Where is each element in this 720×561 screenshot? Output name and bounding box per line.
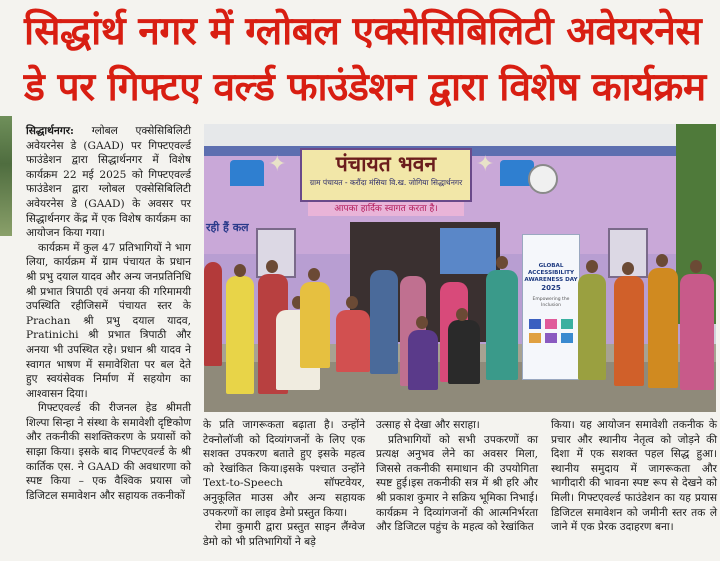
article-column-2 (203, 418, 365, 549)
house-logo-icon (230, 160, 264, 186)
article-column-1 (26, 124, 191, 503)
paragraph: कार्यक्रम में कुल 47 प्रतिभागियों ने भाग लिया, कार्यक्रम में ग्राम पंचायत के प्रधान श्री प्रभु दयाल यादव और अन्य जनप्रतिनिधि श्री प्रभात त्रिपाठी एवं अनया की गरिमामयी उपस्थिति रहीजिसमें पंचायत स्तर के Prachan श्री प्रभु दयाल यादव, Pratinichi श्री प्रभात त्रिपाठी और अनया भी उपस्थित रहे। प्रधान श्री यादव ने स्वागत भाषण में समावेशिता पर बल देते हुए स्वयंसेवक निर्माण में सहयोग का आश्वासन दिया। (26, 241, 191, 400)
sign-title: पंचायत भवन (335, 152, 437, 176)
paragraph: प्रतिभागियों को सभी उपकरणों का प्रत्यक्ष अनुभव लेने का अवसर मिला, जिससे तकनीकी समाधान की उपयोगिता स्पष्ट हुई।इस तकनीकी सत्र में श्री हरि और श्री प्रकाश कुमार ने सक्रिय भूमिका निभाई। कार्यक्रम ने दिव्यांगजनों की आत्मनिर्भरता और डिजिटल पहुंच के महत्व को रेखांकित (376, 433, 538, 534)
article-column-4 (551, 418, 717, 535)
paragraph: गिफ्टएवर्ल्ड की रीजनल हेड श्रीमती शिल्पा सिन्हा ने संस्था के समावेशी दृष्टिकोण और तकनीकी सशक्तिकरण के प्रयासों को साझा किया। इसके बाद गिफ्टएवर्ल्ड के श्री कार्तिक एस. ने GAAD की अवधारणा को स्पष्ट किया – एक वैश्विक प्रयास जो डिजिटल समावेशन और सहायक तकनीकों (26, 402, 191, 502)
wall-text: रही हैं कल (206, 221, 249, 234)
bird-icon: ✦ (268, 152, 287, 177)
gaad-banner (522, 234, 580, 380)
paragraph: के प्रति जागरूकता बढ़ाता है। उन्होंने टेक्नोलॉजी को दिव्यांगजनों के लिए एक सशक्त उपकरण बताते हुए इसके महत्व को रेखांकित किया।इसके पश्चात उन्होंने Text-to-Speech सॉफ्टवेयर, अनुकूलित माउस और अन्य सहायक उपकरणों का लाइव डेमो प्रस्तुत किया। (203, 419, 365, 519)
paragraph-text: ग्लोबल एक्सेसिबिलिटी अवेयरनेस डे (GAAD) पर गिफ्टएवर्ल्ड फाउंडेशन द्वारा सिद्धार्थनगर में विशेष कार्यक्रम 22 मई 2025 को गिफ्टएवर्ल्ड फाउंडेशन द्वारा ग्लोबल एक्सेसिबिलिटी अवेयरनेस डे (GAAD) के अवसर पर सिद्धार्थनगर केंद्र में एक विशेष कार्यक्रम का आयोजन किया गया। (26, 125, 191, 240)
paragraph: किया। यह आयोजन समावेशी तकनीक के प्रचार और स्थानीय नेतृत्व को जोड़ने की दिशा में एक सशक्त पहल सिद्ध हुआ। स्थानीय समुदाय में जागरूकता और भागीदारी की भावना स्पष्ट रूप से देखने को मिली। गिफ्टएवर्ल्ड फाउंडेशन का यह प्रयास डिजिटल समावेशन को जमीनी स्तर तक ले जाने में एक प्रेरक उदाहरण बना। (551, 419, 717, 534)
paragraph: उत्साह से देखा और सराहा। (376, 419, 480, 431)
adjacent-photo-edge (0, 116, 12, 236)
banner-title: GLOBAL ACCESSIBILITY AWARENESS DAY (524, 263, 578, 283)
banner-year: 2025 (541, 284, 561, 292)
poster (440, 228, 496, 274)
sign-subtitle: ग्राम पंचायत - करौंदा मंसिया वि.ख. जोगिया सिद्धार्थनगर (309, 178, 463, 187)
emblem-icon (528, 164, 558, 194)
panchayat-sign (300, 148, 472, 202)
event-photo (204, 124, 716, 412)
article-column-3 (376, 418, 538, 535)
dateline: सिद्धार्थनगर: (26, 125, 74, 137)
paragraph (26, 124, 191, 241)
headline: सिद्धांर्थ नगर में ग्लोबल एक्सेसिबिलिटी अवेयरनेस डे पर गिफ्टए वर्ल्ड फाउंडेशन द्वारा विशेष कार्यक्रम (24, 9, 706, 110)
paragraph: रोमा कुमारी द्वारा प्रस्तुत साइन लैंग्वेज डेमो को भी प्रतिभागियों ने बड़े (203, 521, 365, 548)
banner-subtitle: Empowering the Inclusion (532, 297, 570, 308)
bird-icon: ✦ (476, 152, 495, 177)
welcome-text: आपका हार्दिक स्वागत करता है। (308, 202, 464, 216)
